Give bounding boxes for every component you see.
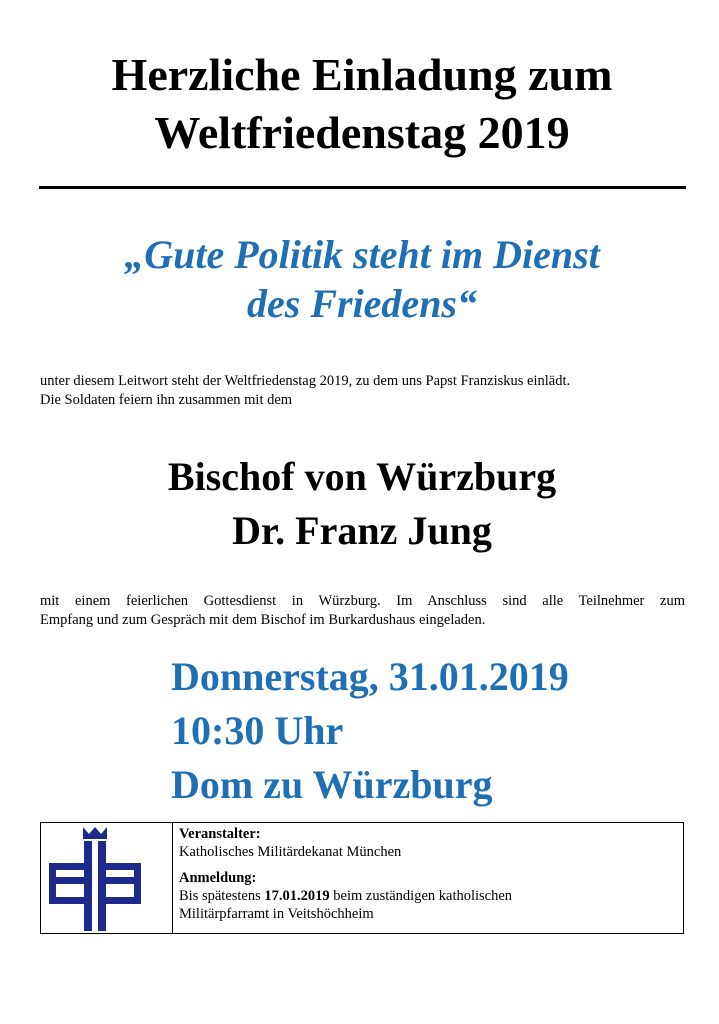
registration-label: Anmeldung: [179, 870, 257, 886]
info-box [40, 822, 684, 934]
service-line-1: mit einem feierlichen Gottesdienst in Würzburg. Im Anschluss sind alle Teilnehmer zum [40, 593, 685, 609]
motto-line-2: des Friedens“ [247, 281, 477, 326]
intro-paragraph [40, 372, 685, 410]
bishop-heading [20, 450, 704, 558]
registration-prefix: Bis spätestens [179, 888, 261, 904]
info-text [179, 825, 679, 923]
logo-cell [41, 823, 173, 933]
event-time: 10:30 Uhr [171, 708, 344, 753]
registration-line-2: Militärpfarramt in Veitshöchheim [179, 906, 374, 922]
title-divider [39, 186, 686, 189]
motto-line-1: „Gute Politik steht im Dienst [124, 232, 600, 277]
event-place: Dom zu Würzburg [171, 762, 493, 807]
intro-line-2: Die Soldaten feiern ihn zusammen mit dem [40, 392, 293, 408]
event-date: Donnerstag, 31.01.2019 [171, 654, 569, 699]
motto-quote [20, 230, 704, 328]
title-line-2: Weltfriedenstag 2019 [154, 107, 570, 158]
service-line-2: Empfang und zum Gespräch mit dem Bischof im Burkardushaus eingeladen. [40, 612, 486, 628]
registration-date: 17.01.2019 [264, 888, 330, 904]
bishop-line-1: Bischof von Würzburg [167, 454, 557, 499]
military-chaplaincy-cross-crown-icon [47, 825, 143, 931]
bishop-line-2: Dr. Franz Jung [232, 508, 492, 553]
organizer-label: Veranstalter: [179, 826, 261, 842]
intro-line-1: unter diesem Leitwort steht der Weltfriedenstag 2019, zu dem uns Papst Franziskus einlädt. [40, 373, 571, 389]
page-title [20, 46, 704, 162]
service-paragraph [40, 592, 685, 630]
registration-line-1 [179, 887, 679, 905]
title-line-1: Herzliche Einladung zum [111, 49, 613, 100]
registration-suffix: beim zuständigen katholischen [333, 888, 513, 904]
event-details [171, 650, 569, 812]
organizer-name: Katholisches Militärdekanat München [179, 844, 402, 860]
